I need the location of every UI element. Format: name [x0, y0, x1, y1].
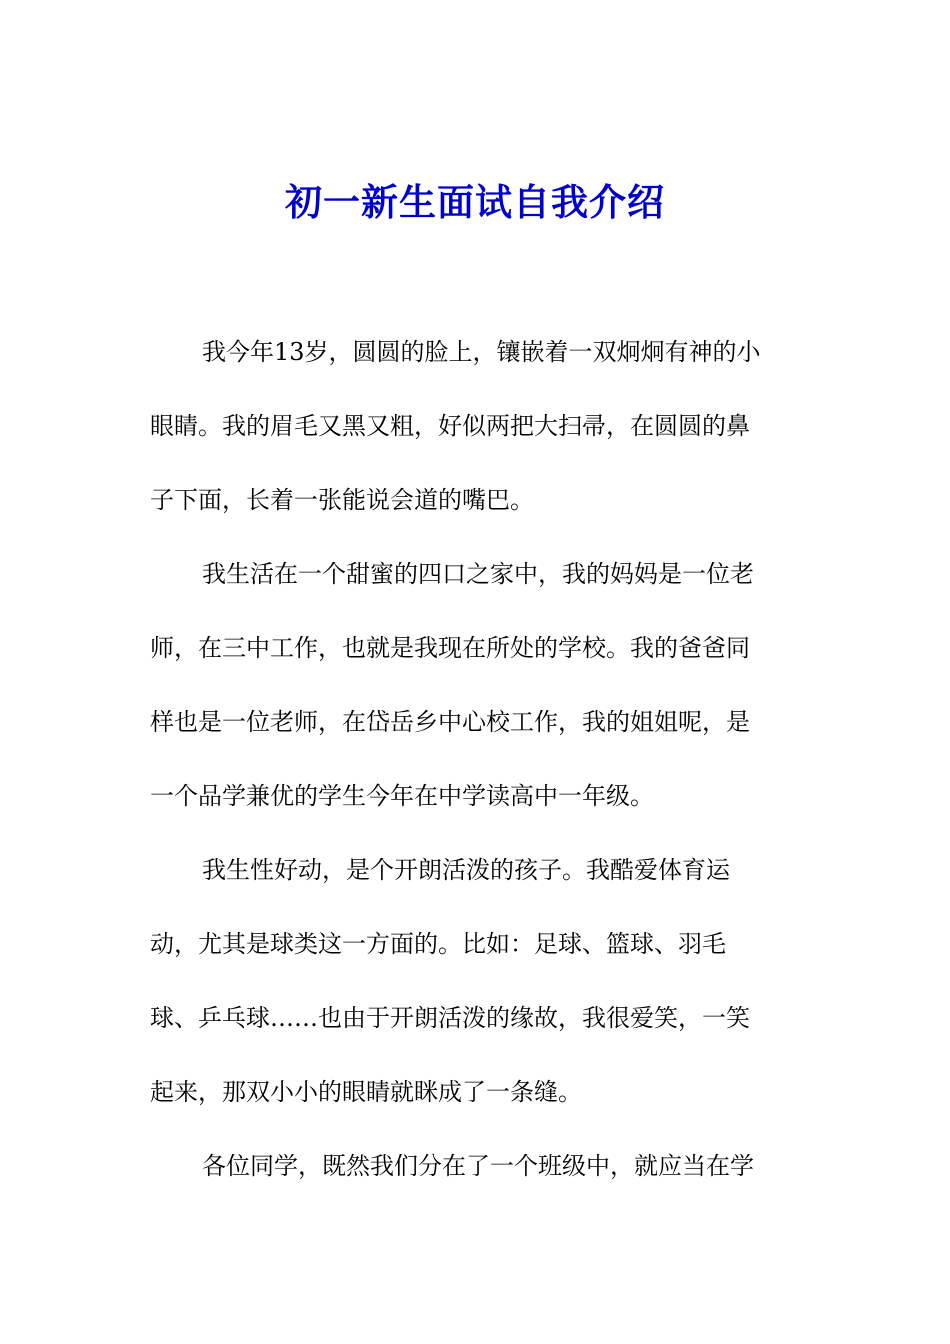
paragraph-1 — [150, 324, 800, 546]
text-line: 我生活在一个甜蜜的四口之家中，我的妈妈是一位老 — [202, 560, 754, 588]
text-line: 动，尤其是球类这一方面的。比如：足球、篮球、羽毛 — [150, 930, 726, 958]
text-line: 球、乒乓球……也由于开朗活泼的缘故，我很爱笑，一笑 — [150, 1004, 750, 1032]
text-line: 一个品学兼优的学生今年在中学读高中一年级。 — [150, 782, 654, 810]
text-line: 样也是一位老师，在岱岳乡中心校工作，我的姐姐呢，是 — [150, 708, 750, 736]
paragraph-4 — [150, 1138, 800, 1212]
document-title: 初一新生面试自我介绍 — [285, 180, 665, 224]
text-line: 我今年13岁，圆圆的脸上，镶嵌着一双炯炯有神的小 — [202, 338, 761, 366]
text-line: 各位同学，既然我们分在了一个班级中，就应当在学 — [202, 1152, 754, 1180]
text-line: 起来，那双小小的眼睛就眯成了一条缝。 — [150, 1078, 582, 1106]
paragraph-2 — [150, 546, 800, 842]
paragraph-3 — [150, 842, 800, 1138]
text-line: 子下面，长着一张能说会道的嘴巴。 — [150, 486, 534, 514]
text-line: 师，在三中工作，也就是我现在所处的学校。我的爸爸同 — [150, 634, 750, 662]
text-line: 我生性好动，是个开朗活泼的孩子。我酷爱体育运 — [202, 856, 730, 884]
text-line: 眼睛。我的眉毛又黑又粗，好似两把大扫帚，在圆圆的鼻 — [150, 412, 750, 440]
document-body — [150, 324, 800, 1212]
